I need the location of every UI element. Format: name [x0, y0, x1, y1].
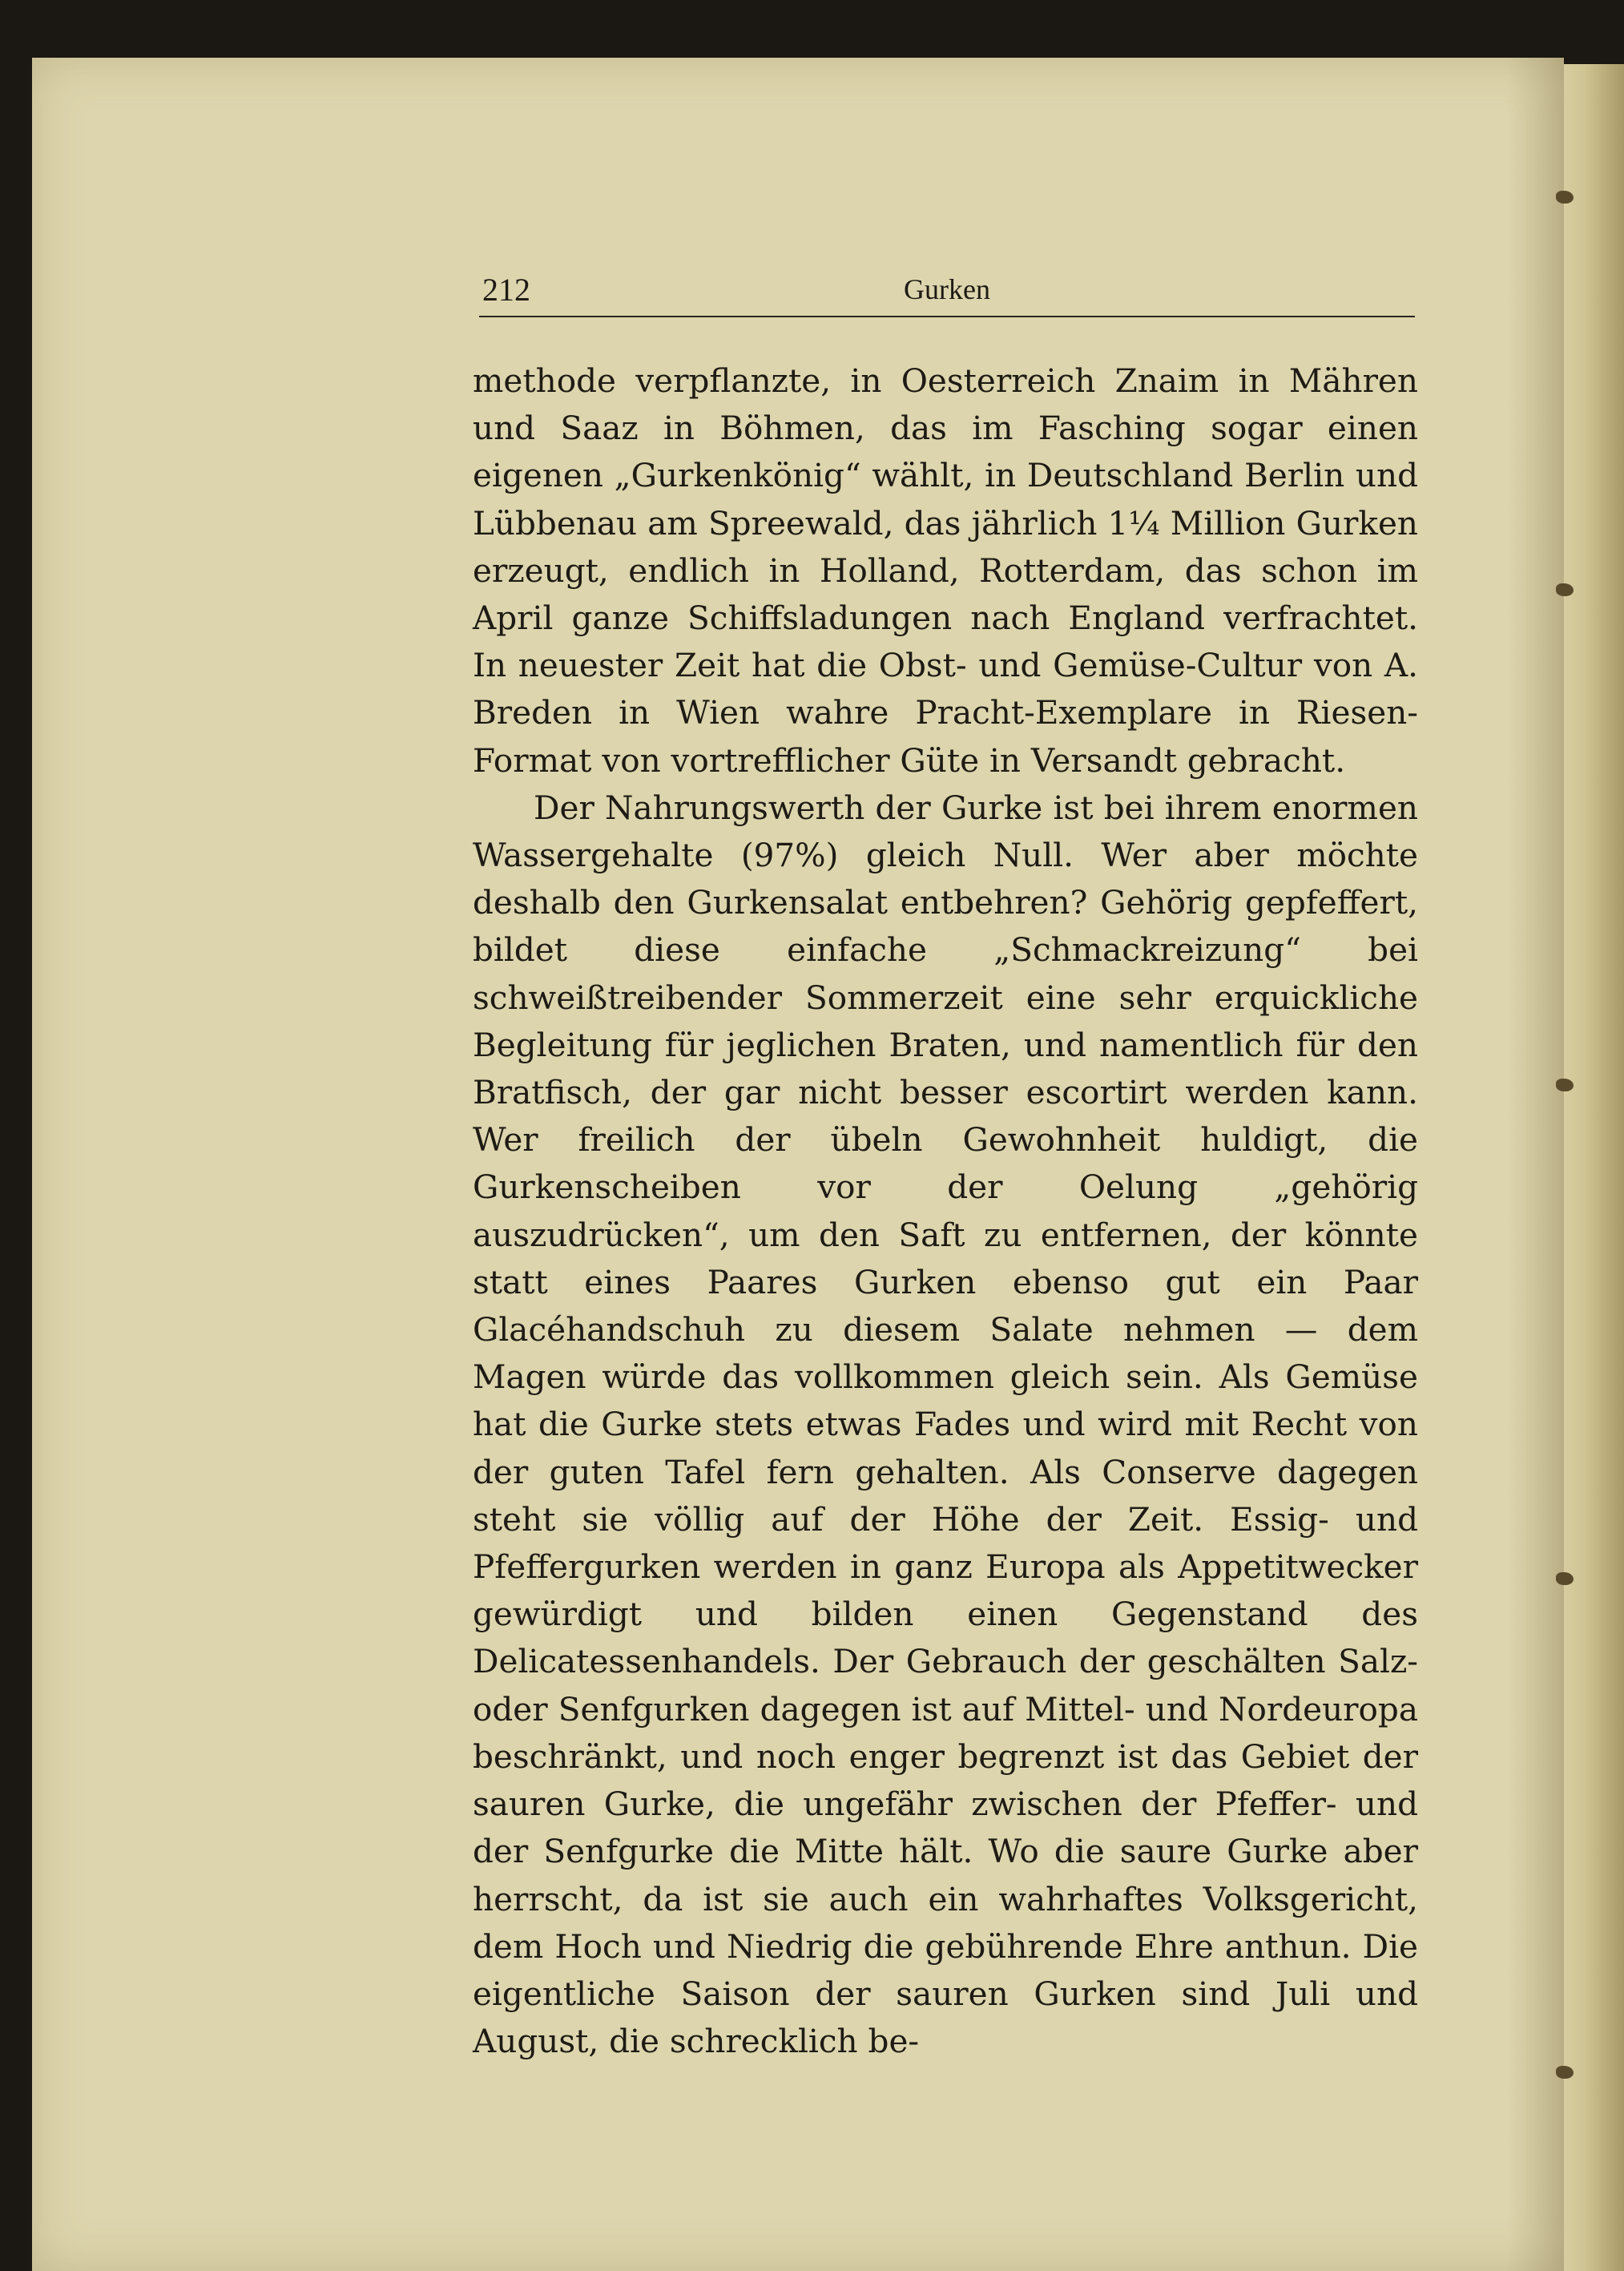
- gutter-shadow: [1506, 58, 1564, 2271]
- binding-thread-mark: [1556, 2066, 1574, 2079]
- binding-thread-mark: [1556, 1079, 1574, 1091]
- header-rule: [479, 316, 1415, 317]
- body-text: [473, 357, 1418, 2065]
- binding-thread-mark: [1556, 583, 1574, 596]
- binding-thread-mark: [1556, 1572, 1574, 1585]
- paragraph-continuation: methode verpflanzte, in Oesterreich Znaim in Mähren und Saaz in Böhmen, das im Fasching sogar einen eigenen „Gurkenkönig“ wählt, in Deutschland Berlin und Lübbenau am Spreewald, das jährlich 1¼ Million Gurken erzeugt, endlich in Holland, Rotterdam, das schon im April ganze Schiffsladungen nach England verfrachtet. In neuester Zeit hat die Obst- und Gemüse-Cultur von A. Breden in Wien wahre Pracht-Exemplare in Riesen-Format von vortrefflicher Güte in Versandt gebracht.: [473, 361, 1418, 780]
- binding-thread-mark: [1556, 191, 1574, 204]
- adjacent-page-edge: [1559, 64, 1624, 2271]
- page-number: 212: [482, 272, 530, 308]
- page-header: [479, 266, 1415, 314]
- paragraph: Der Nahrungswerth der Gurke ist bei ihrem enormen Wassergehalte (97%) gleich Null. Wer aber möchte deshalb den Gurkensalat entbehren? Gehörig gepfeffert, bildet diese einfache „Schmackreizung“ bei schweißtreibender Sommerzeit eine sehr erquickliche Begleitung für jeglichen Braten, und namentlich für den Bratfisch, der gar nicht besser escortirt werden kann. Wer freilich der übeln Gewohnheit huldigt, die Gurkenscheiben vor der Oelung „gehörig auszudrücken“, um den Saft zu entfernen, der könnte statt eines Paares Gurken ebenso gut ein Paar Glacéhandschuh zu diesem Salate nehmen — dem Magen würde das vollkommen gleich sein. Als Gemüse hat die Gurke stets etwas Fades und wird mit Recht von der guten Tafel fern gehalten. Als Conserve dagegen steht sie völlig auf der Höhe der Zeit. Essig- und Pfeffergurken werden in ganz Europa als Appetitwecker gewürdigt und bilden einen Gegenstand des Delicatessenhandels. Der Gebrauch der geschälten Salz- oder Senfgurken dagegen ist auf Mittel- und Nordeuropa beschränkt, und noch enger begrenzt ist das Gebiet der sauren Gurke, die ungefähr zwischen der Pfeffer- und der Senfgurke die Mitte hält. Wo die saure Gurke aber herrscht, da ist sie auch ein wahrhaftes Volksgericht, dem Hoch und Niedrig die gebührende Ehre anthun. Die eigentliche Saison der sauren Gurken sind Juli und August, die schrecklich be-: [473, 788, 1418, 2061]
- running-head: Gurken: [904, 273, 990, 305]
